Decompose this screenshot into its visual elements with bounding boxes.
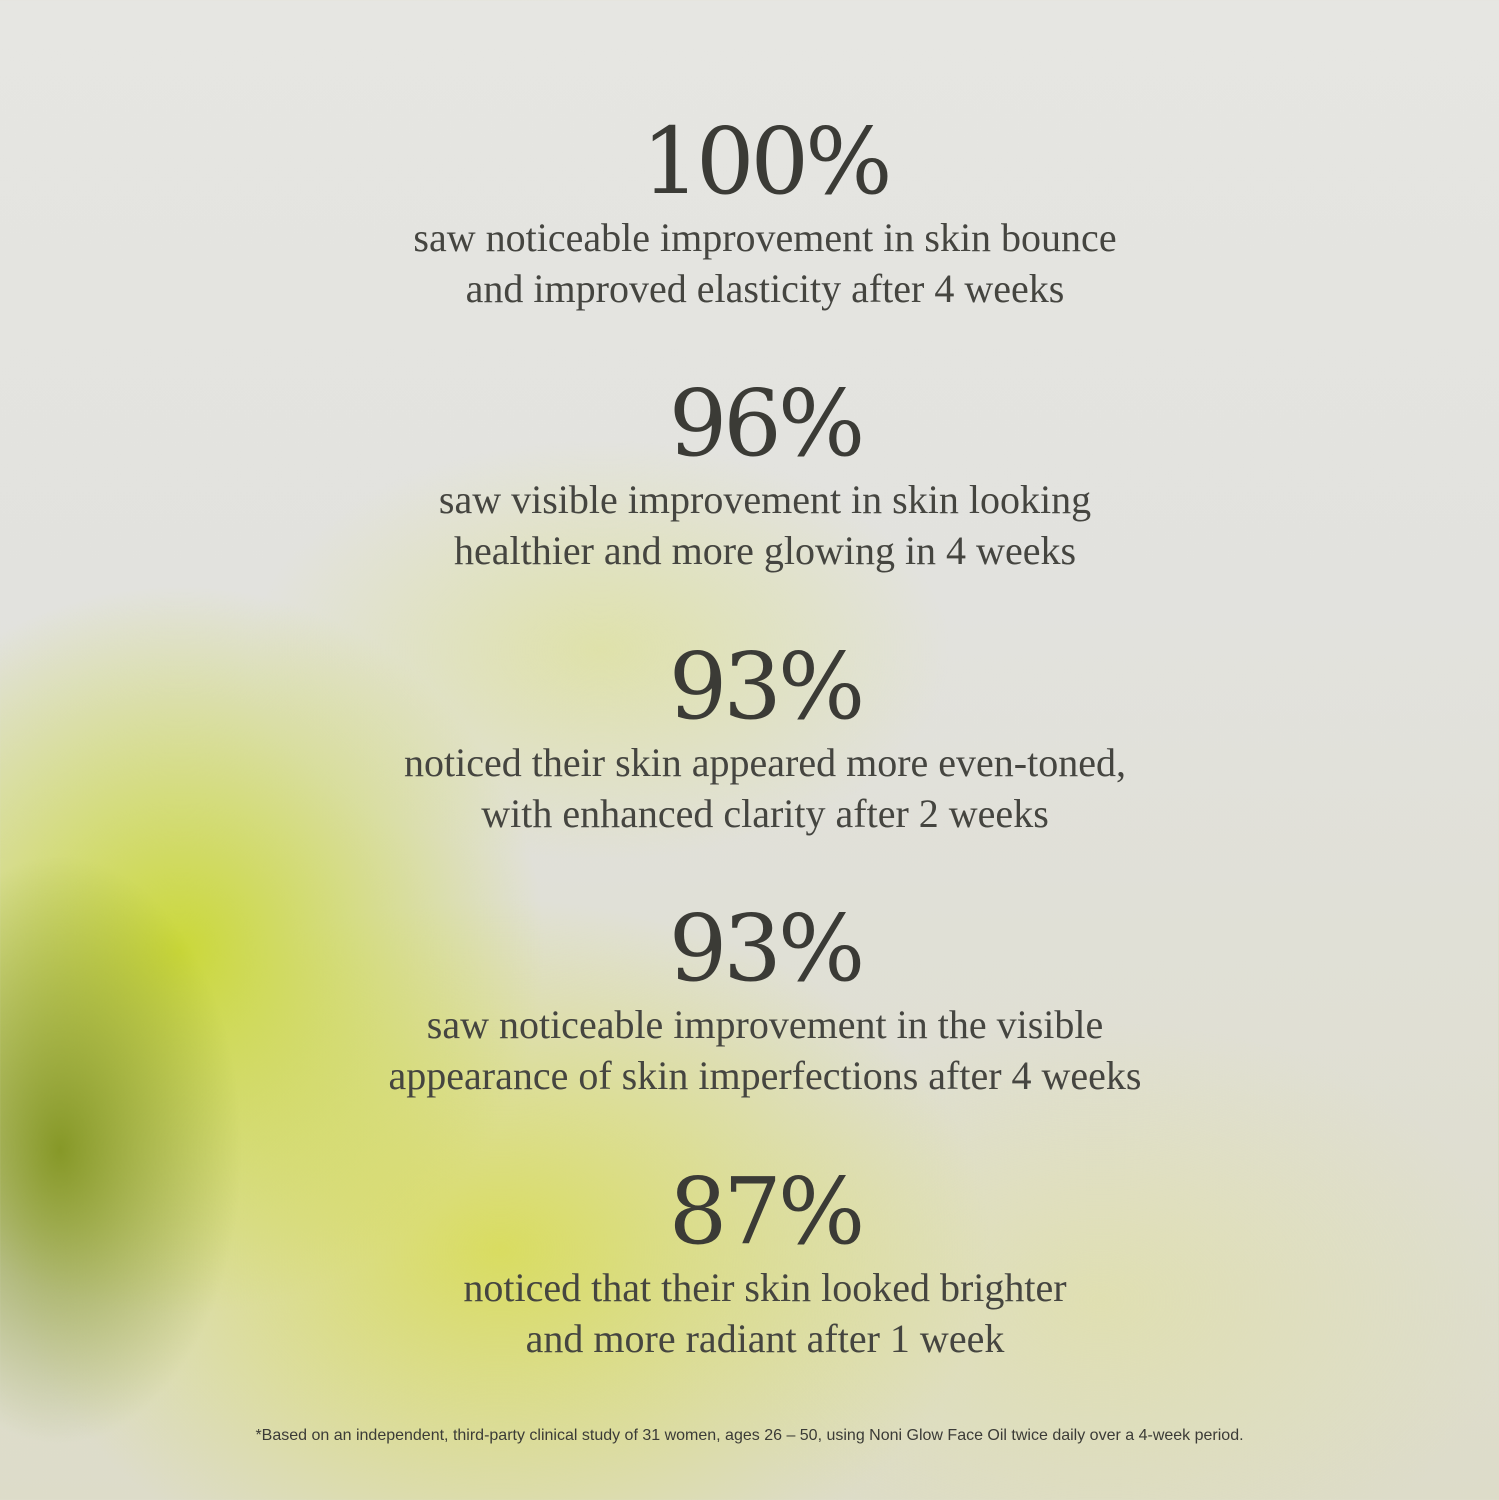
stat-description-line: and more radiant after 1 week — [525, 1316, 1005, 1361]
footnote: *Based on an independent, third-party clinical study of 31 women, ages 26 – 50, using Noni Glow Face Oil twice daily over a 4-week period. — [255, 1427, 1244, 1444]
stat-description-line: noticed that their skin looked brighter — [463, 1265, 1067, 1310]
stat-description-line: and improved elasticity after 4 weeks — [465, 266, 1065, 311]
stat-value: 93% — [668, 633, 862, 740]
stat-description-line: healthier and more glowing in 4 weeks — [453, 528, 1077, 573]
stat-description-line: appearance of skin imperfections after 4 weeks — [388, 1053, 1142, 1098]
stat-value: 93% — [668, 895, 862, 1002]
stat-description-line: with enhanced clarity after 2 weeks — [481, 791, 1049, 836]
stat-block — [0, 633, 1499, 839]
stat-description-line: saw noticeable improvement in skin bounce — [413, 215, 1117, 260]
stat-block — [0, 895, 1499, 1101]
stat-value: 100% — [641, 108, 889, 215]
stat-block — [0, 1158, 1499, 1364]
stat-value: 87% — [668, 1158, 862, 1265]
stat-description-line: noticed their skin appeared more even-toned, — [404, 740, 1126, 785]
stat-description-line: saw visible improvement in skin looking — [438, 477, 1092, 522]
stat-block — [0, 108, 1499, 314]
stat-value: 96% — [668, 370, 862, 477]
stat-block — [0, 370, 1499, 576]
stat-description-line: saw noticeable improvement in the visible — [426, 1002, 1104, 1047]
